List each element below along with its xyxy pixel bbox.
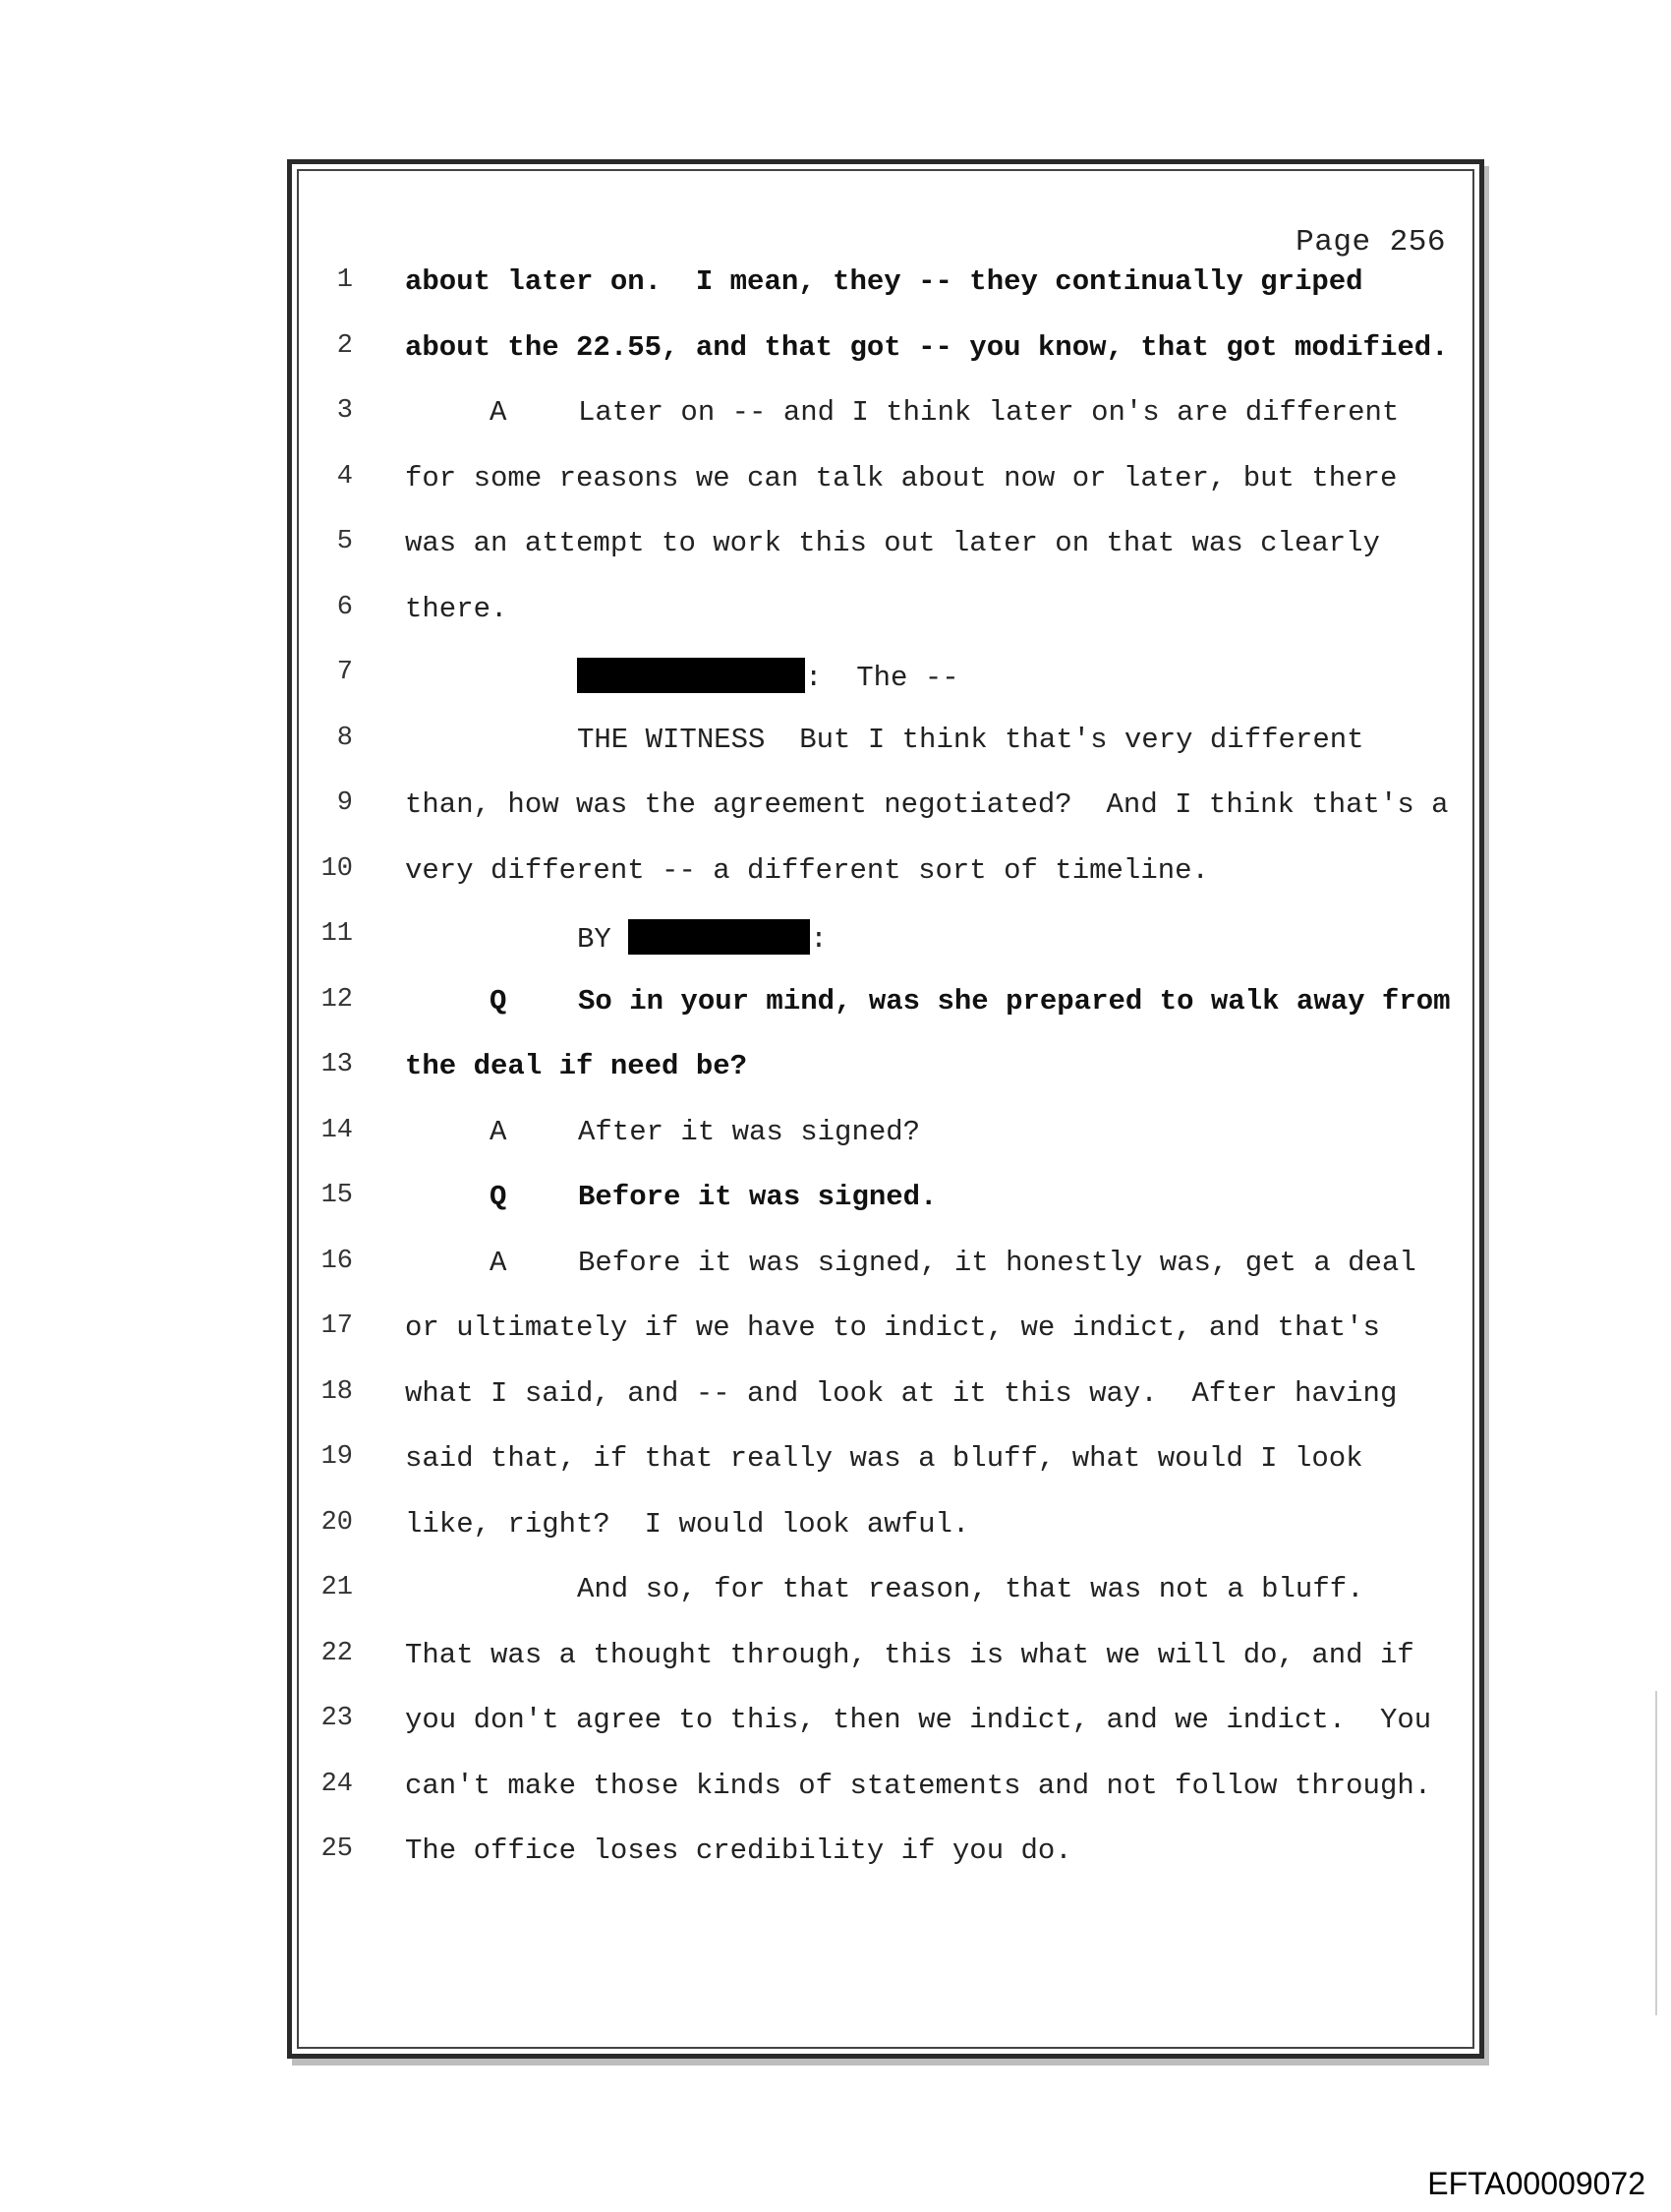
line-number: 6 <box>336 592 353 622</box>
line-content: you don't agree to this, then we indict, and we indict. You <box>405 1704 1432 1736</box>
line-text <box>405 919 828 956</box>
line-content: about the 22.55, and that got -- you know, that got modified. <box>405 330 1449 364</box>
line-text <box>405 1442 1363 1475</box>
line-text <box>405 658 959 694</box>
transcript-line <box>292 1770 1479 1829</box>
line-number: 12 <box>320 984 353 1015</box>
transcript-line <box>292 396 1479 455</box>
transcript-line <box>292 1639 1479 1698</box>
transcript-line <box>292 919 1479 978</box>
line-content: for some reasons we can talk about now or later, but there <box>405 461 1398 495</box>
line-number: 1 <box>336 265 353 295</box>
page-number: Page 256 <box>1296 225 1446 260</box>
line-number: 4 <box>336 461 353 492</box>
line-text <box>405 1116 920 1148</box>
line-content: said that, if that really was a bluff, what would I look <box>405 1442 1363 1475</box>
line-number: 24 <box>320 1769 353 1799</box>
scan-edge-mark <box>1655 1691 1657 2015</box>
line-content: Later on -- and I think later on's are different <box>578 396 1400 429</box>
transcript-line <box>292 788 1479 847</box>
transcript-line <box>292 658 1479 717</box>
transcript-line <box>292 724 1479 783</box>
line-content: was an attempt to work this out later on that was clearly <box>405 527 1380 559</box>
transcript-line <box>292 1247 1479 1306</box>
speaker-marker: A <box>490 1115 507 1148</box>
line-number: 18 <box>320 1376 353 1407</box>
line-content: than, how was the agreement negotiated? And I think that's a <box>405 788 1449 821</box>
transcript-line <box>292 1181 1479 1240</box>
transcript-line <box>292 1050 1479 1109</box>
line-number: 19 <box>320 1442 353 1472</box>
transcript-line <box>292 985 1479 1044</box>
line-content: or ultimately if we have to indict, we indict, and that's <box>405 1311 1380 1344</box>
line-number: 16 <box>320 1246 353 1276</box>
line-number: 15 <box>320 1181 353 1210</box>
transcript-line <box>292 462 1479 521</box>
transcript-line <box>292 1704 1479 1763</box>
transcript-line <box>292 331 1479 390</box>
line-text <box>405 1247 1416 1279</box>
line-text <box>405 1377 1397 1410</box>
line-text <box>405 1834 1072 1867</box>
line-text <box>405 1181 937 1213</box>
transcript-line <box>292 1311 1479 1370</box>
line-number: 9 <box>336 788 353 818</box>
transcript-line <box>292 1508 1479 1567</box>
line-number: 11 <box>320 919 353 949</box>
transcript-line <box>292 1116 1479 1175</box>
line-number: 8 <box>336 723 353 753</box>
line-number: 17 <box>320 1311 353 1341</box>
transcript-page <box>287 159 1484 2059</box>
line-text <box>405 265 1363 298</box>
line-content: about later on. I mean, they -- they continually griped <box>405 265 1363 298</box>
transcript-line <box>292 1834 1479 1893</box>
line-text <box>405 1704 1431 1736</box>
line-text <box>405 788 1449 821</box>
line-text <box>405 1639 1414 1671</box>
speaker-marker: A <box>490 396 507 429</box>
transcript-line <box>292 1442 1479 1501</box>
line-text <box>405 396 1399 429</box>
line-content: And so, for that reason, that was not a bluff. <box>577 1573 1364 1605</box>
line-number: 14 <box>320 1115 353 1145</box>
line-number: 3 <box>336 396 353 426</box>
transcript-line <box>292 265 1479 324</box>
line-text <box>405 724 1364 756</box>
line-content: The office loses credibility if you do. <box>405 1834 1072 1867</box>
transcript-line <box>292 593 1479 652</box>
line-content: can't make those kinds of statements and not follow through. <box>405 1769 1432 1802</box>
line-content: Before it was signed. <box>578 1181 938 1213</box>
line-number: 22 <box>320 1638 353 1668</box>
speaker-marker: A <box>490 1246 507 1279</box>
line-content: like, right? I would look awful. <box>405 1507 970 1541</box>
line-text <box>405 527 1380 559</box>
line-text <box>405 462 1397 495</box>
line-prefix: BY <box>577 923 629 956</box>
line-content: very different -- a different sort of timeline. <box>405 853 1209 887</box>
transcript-line <box>292 527 1479 586</box>
bates-stamp: EFTA00009072 <box>1427 2166 1645 2201</box>
line-number: 10 <box>320 853 353 884</box>
line-number: 13 <box>320 1050 353 1079</box>
line-number: 21 <box>320 1573 353 1602</box>
line-text <box>405 985 1451 1018</box>
line-content: there. <box>405 592 508 625</box>
line-content: So in your mind, was she prepared to walk away from <box>578 984 1451 1018</box>
line-content: : <box>810 923 828 956</box>
line-content: Before it was signed, it honestly was, get a deal <box>578 1246 1416 1279</box>
line-number: 20 <box>320 1507 353 1538</box>
line-number: 25 <box>320 1834 353 1864</box>
line-content: THE WITNESS But I think that's very different <box>577 723 1364 756</box>
speaker-marker: Q <box>490 984 507 1018</box>
line-content: the deal if need be? <box>405 1050 748 1082</box>
transcript-line <box>292 1573 1479 1632</box>
line-text <box>405 331 1449 364</box>
line-text <box>405 1311 1380 1344</box>
line-number: 23 <box>320 1704 353 1733</box>
speaker-marker: Q <box>490 1181 507 1213</box>
line-number: 2 <box>336 330 353 361</box>
line-content: what I said, and -- and look at it this way. After having <box>405 1376 1398 1410</box>
line-number: 7 <box>336 658 353 687</box>
line-number: 5 <box>336 527 353 556</box>
line-text <box>405 1508 969 1541</box>
line-text <box>405 1573 1364 1605</box>
line-content: That was a thought through, this is what we will do, and if <box>405 1638 1414 1671</box>
transcript-line <box>292 1377 1479 1436</box>
line-text <box>405 1770 1431 1802</box>
line-content: After it was signed? <box>578 1115 921 1148</box>
line-text <box>405 854 1209 887</box>
redaction-block <box>628 919 810 955</box>
transcript-line <box>292 854 1479 913</box>
redaction-block <box>577 658 805 693</box>
line-text <box>405 593 507 625</box>
line-content: : The -- <box>805 662 959 694</box>
line-text <box>405 1050 747 1082</box>
